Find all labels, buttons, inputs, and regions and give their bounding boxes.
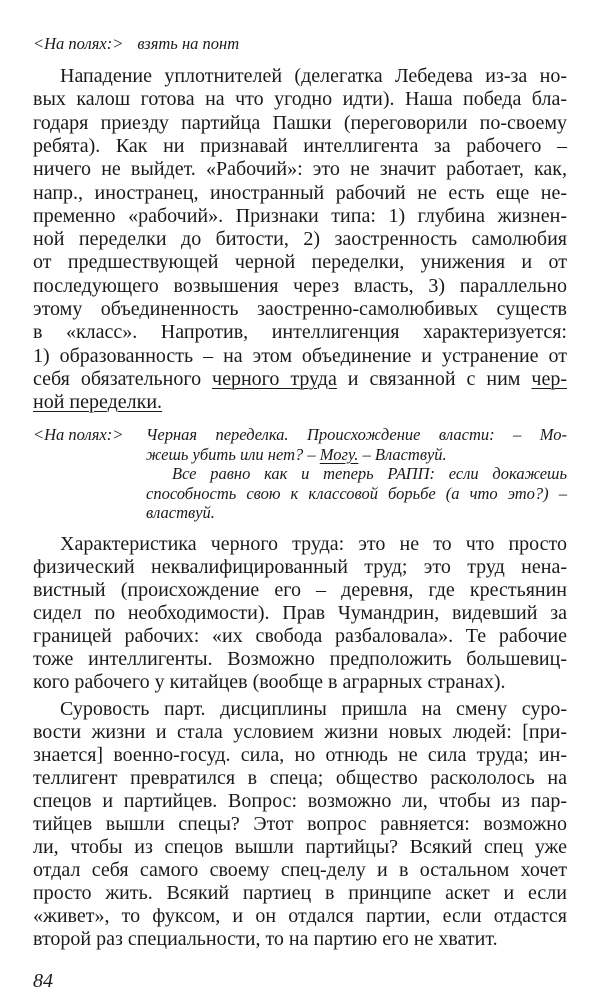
text-segment: Характеристика черного труда: это не то что просто	[60, 533, 567, 555]
text-line	[33, 228, 567, 251]
underlined-text: чер-	[531, 367, 567, 390]
text-segment: властвуй.	[146, 503, 215, 522]
text-line	[33, 368, 567, 391]
text-line	[33, 391, 567, 414]
text-segment: последующего возвышения через власть, 3) параллельно	[33, 274, 567, 297]
underlined-text: черного труда	[212, 367, 337, 390]
text-line	[33, 648, 567, 671]
text-segment: напр., иностранец, иностранный рабочий не есть еще не-	[33, 181, 567, 204]
text-line	[33, 602, 567, 625]
page-number: 84	[33, 970, 53, 992]
text-segment: отдал себя самого своему спец-делу и в остальном хочет	[33, 859, 567, 881]
text-line	[172, 464, 567, 484]
text-line	[33, 88, 567, 111]
text-line	[33, 205, 567, 228]
text-line	[146, 503, 567, 523]
text-segment: кого рабочего у китайцев (вообще в аграрных странах).	[33, 671, 506, 693]
margin-note-label: <На полях:>	[33, 425, 124, 444]
text-segment: вистный (происхождение его – деревня, где крестьянин	[33, 579, 567, 601]
text-line	[33, 556, 567, 579]
text-segment: «живет», то фуксом, и он отдался партии, если отдастся	[33, 905, 567, 927]
margin-note-1	[33, 34, 239, 54]
text-segment: в «класс». Напротив, интеллигенция характеризуется:	[33, 321, 567, 344]
text-line	[33, 298, 567, 321]
text-line	[33, 625, 567, 648]
text-segment: этому объединенность заостренно-самолюбивых существ	[33, 298, 567, 320]
text-segment: просто жить. Всякий партиец в принципе аскет и если	[33, 882, 567, 904]
text-line	[33, 744, 567, 767]
text-line	[33, 182, 567, 205]
text-line	[33, 345, 567, 368]
text-segment: ничего не выйдет. «Рабочий»: это не значит работает, как,	[33, 158, 567, 181]
text-segment: Черная переделка. Происхождение власти: – Мо-	[146, 425, 567, 444]
text-segment: границей рабочих: «их свобода разбаловала». Те рабочие	[33, 625, 567, 647]
text-line	[33, 813, 567, 836]
text-line	[33, 671, 567, 694]
margin-note-text: взять на понт	[137, 34, 240, 53]
text-segment: способность свою к классовой борьбе (а что это?) –	[146, 483, 567, 503]
text-segment: тоже интеллигенты. Возможно предположить большевиц-	[33, 648, 567, 670]
text-segment: сидел по необходимости). Прав Чумандрин, видевший за	[33, 602, 567, 624]
text-line	[33, 905, 567, 928]
text-line	[146, 425, 567, 445]
text-segment: и связанной с ним	[336, 367, 532, 390]
text-segment: пременно «рабочий». Признаки типа: 1) глубина жизнен-	[33, 204, 567, 227]
text-segment: ной переделки до битости, 2) заостренность самолюбия	[33, 228, 567, 251]
text-line	[60, 65, 567, 88]
text-line	[33, 579, 567, 602]
text-line	[33, 721, 567, 744]
text-segment: – Властвуй.	[358, 444, 447, 464]
text-segment: жешь убить или нет? –	[146, 444, 320, 464]
text-line	[33, 135, 567, 158]
text-segment: вости жизни и стала условием жизни новых людей: [при-	[33, 721, 567, 743]
text-segment: вых калош готова на что угодно идти). Наша победа бла-	[33, 88, 567, 111]
text-segment: тийцев вышли спецы? Этот вопрос равняется: возможно	[33, 813, 567, 835]
text-line	[33, 767, 567, 790]
text-segment: Все равно как и теперь РАПП: если докажешь	[172, 464, 567, 483]
text-line	[146, 445, 567, 465]
margin-note-label: <На полях:>	[33, 34, 124, 53]
text-segment: ли, чтобы из спецов вышли партийцы? Всякий спец уже	[33, 836, 567, 858]
text-line	[33, 321, 567, 344]
text-segment: Нападение уплотнителей (делегатка Лебедева из-за но-	[60, 65, 567, 87]
text-line	[33, 790, 567, 813]
text-segment: 1) образованность – на этом объединение и устранение от	[33, 344, 567, 367]
underlined-text: Могу.	[319, 444, 359, 464]
text-line	[33, 158, 567, 181]
text-segment: себя обязательного	[33, 367, 213, 390]
text-segment: второй раз специальности, то на партию его не хватит.	[33, 928, 498, 950]
text-segment: Суровость парт. дисциплины пришла на смену суро-	[60, 698, 567, 720]
text-line	[60, 533, 567, 556]
text-segment: знается] военно-госуд. сила, но отнюдь не сила труда; ин-	[33, 744, 567, 766]
text-segment: физический неквалифицированный труд; это труд нена-	[33, 556, 567, 578]
text-line	[146, 484, 567, 504]
text-line	[60, 698, 567, 721]
text-line	[33, 859, 567, 882]
text-segment: спецов и партийцев. Вопрос: возможно ли, чтобы из пар-	[33, 790, 567, 812]
text-line	[33, 275, 567, 298]
text-line	[33, 836, 567, 859]
text-segment: от предшествующей черной переделки, унижения и от	[33, 251, 567, 274]
text-line	[33, 882, 567, 905]
underlined-text: ной переделки.	[33, 391, 163, 414]
text-line	[33, 251, 567, 274]
text-segment: ребята). Как ни признавай интеллигента за рабочего –	[33, 134, 567, 157]
text-segment: теллигент превратился в спеца; общество раскололось на	[33, 767, 567, 789]
text-line	[33, 112, 567, 135]
text-line	[33, 928, 567, 951]
text-segment: годаря приезду партийца Пашки (переговорили по-своему	[33, 111, 567, 134]
